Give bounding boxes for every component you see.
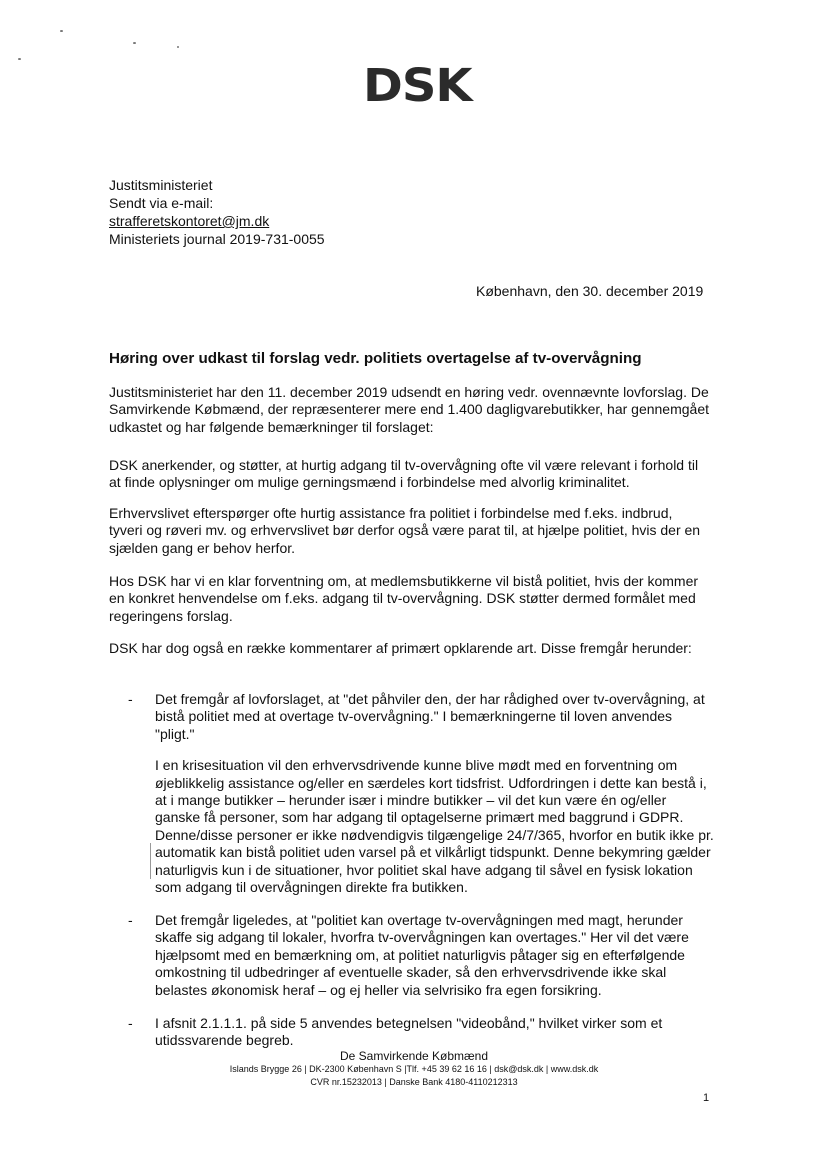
- scan-speck: [18, 58, 21, 60]
- footer-org: De Samvirkende Købmænd: [339, 1049, 489, 1063]
- recipient-block: [109, 176, 325, 248]
- paragraph: DSK har dog også en række kommentarer af primært opklarende art. Disse fremgår herunder:: [109, 640, 692, 656]
- bullet-text: Det fremgår af lovforslaget, at "det påhviler den, der har rådighed over tv-overvågning, at bistå politiet med at overtage tv-overvågning." I bemærkningerne til loven anvendes "pligt.": [155, 691, 705, 742]
- recipient-journal: Ministeriets journal 2019-731-0055: [109, 231, 325, 247]
- dsk-logo: DSK: [363, 59, 472, 113]
- paragraph: Justitsministeriet har den 11. december 2019 udsendt en høring vedr. ovennævnte lovforslag. De Samvirkende Købmænd, der repræsenterer mere end 1.400 dagligvarebutikker, har gennemgået udkastet og har følgende bemærkninger til forslaget:: [109, 384, 709, 435]
- scan-speck: [133, 42, 136, 44]
- bullet-item: [128, 1015, 715, 1050]
- recipient-sent-via: Sendt via e-mail:: [109, 195, 214, 211]
- paragraph: DSK anerkender, og støtter, at hurtig adgang til tv-overvågning ofte vil være relevant i forhold til at finde oplysninger om mulige gerningsmænd i forbindelse med alvorlig kriminalitet.: [109, 457, 699, 491]
- scan-speck: [177, 46, 179, 48]
- recipient-email-link[interactable]: strafferetskontoret@jm.dk: [109, 213, 270, 229]
- bullet-dash: -: [128, 912, 133, 928]
- bullet-text: I afsnit 2.1.1.1. på side 5 anvendes betegnelsen "videobånd," hvilket virker som et utidssvarende begreb.: [155, 1015, 663, 1049]
- footer-registry: CVR nr.15232013 | Danske Bank 4180-4110212313: [310, 1077, 518, 1087]
- letter-subject: Høring over udkast til forslag vedr. politiets overtagelse af tv-overvågning: [109, 350, 642, 367]
- recipient-name: Justitsministeriet: [109, 177, 213, 193]
- bullet-item: [128, 912, 715, 999]
- letter-footer: [0, 1050, 828, 1089]
- bullet-dash: -: [128, 691, 133, 707]
- scan-speck: [60, 30, 63, 32]
- page-number: 1: [703, 1092, 710, 1104]
- margin-mark: [150, 843, 151, 879]
- date-line: København, den 30. december 2019: [476, 283, 704, 299]
- paragraph: Hos DSK har vi en klar forventning om, at medlemsbutikkerne vil bistå politiet, hvis der kommer en konkret henvendelse om f.eks. adgang til tv-overvågning. DSK støtter dermed formålet med regeringens forslag.: [109, 573, 699, 624]
- bullet-subparagraph: I en krisesituation vil den erhvervsdrivende kunne blive mødt med en forventning om øjeblikkelig assistance og/eller en særdeles kort tidsfrist. Udfordringen i dette kan bestå i, at i mange butikker – herunder især i mindre butikker – vil det kun være én og/eller ganske få personer, som har adgang til optagelserne primært med baggrund i GDPR. Denne/disse personer er ikke nødvendigvis tilgængelige 24/7/365, hvorfor en butik ikke pr. automatik kan bistå politiet uden varsel på et vilkårligt tidspunkt. Denne bekymring gælder naturligvis kun i de situationer, hvor politiet skal have adgang til såvel en fysisk lokation som adgang til overvågningen direkte fra butikken.: [155, 757, 714, 896]
- bullet-text: Det fremgår ligeledes, at "politiet kan overtage tv-overvågningen med magt, herunder skaffe sig adgang til lokaler, hvorfra tv-overvågningen kan overtages." Her vil det være hjælpsomt med en bemærkning om, at politiet naturligvis påtager sig en efterfølgende omkostning til udbedringer af eventuelle skader, så den erhvervsdrivende ikke skal belastes økonomisk heraf – og ej heller via selvrisiko fra egen forsikring.: [155, 912, 689, 998]
- bullet-dash: -: [128, 1015, 133, 1031]
- bullet-item: [128, 691, 715, 896]
- paragraph: Erhvervslivet efterspørger ofte hurtig assistance fra politiet i forbindelse med f.eks. indbrud, tyveri og røveri mv. og erhvervslivet bør derfor også være parat til, at hjælpe politiet, hvis der en sjælden gang er behov herfor.: [109, 505, 701, 556]
- footer-address: Islands Brygge 26 | DK-2300 København S |Tlf. +45 39 62 16 16 | dsk@dsk.dk | www.dsk.dk: [229, 1064, 599, 1074]
